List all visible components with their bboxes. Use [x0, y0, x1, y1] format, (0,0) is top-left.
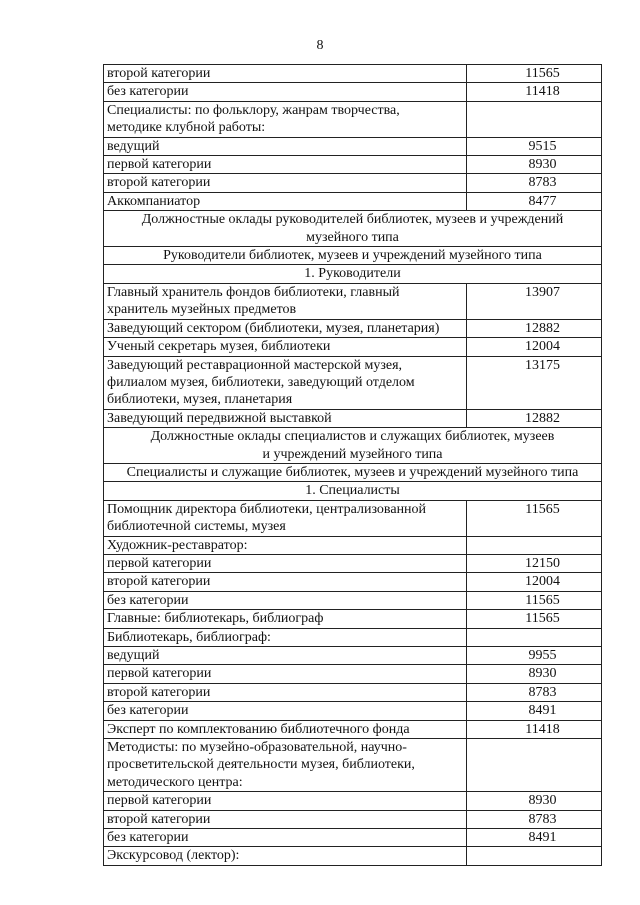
position-name: Экскурсовод (лектор):: [104, 847, 467, 864]
salary-value: 12882: [467, 410, 602, 427]
position-name: Помощник директора библиотеки, централизованной библиотечной системы, музея: [104, 501, 467, 536]
position-name: без категории: [104, 83, 467, 100]
salary-value: 8930: [467, 792, 602, 809]
salary-table: [103, 64, 602, 866]
table-row: [104, 320, 602, 338]
table-row: [104, 501, 602, 537]
table-row: [104, 102, 602, 138]
section-heading-row: [104, 428, 602, 464]
table-row: [104, 665, 602, 683]
table-row: [104, 684, 602, 702]
table-row: [104, 284, 602, 320]
salary-value: 8783: [467, 174, 602, 191]
salary-value: [467, 537, 602, 554]
section-heading: 1. Специалисты: [104, 482, 602, 499]
salary-value: 11565: [467, 65, 602, 82]
salary-value: 8491: [467, 702, 602, 719]
table-row: [104, 739, 602, 792]
table-row: [104, 156, 602, 174]
table-row: [104, 721, 602, 739]
position-name: без категории: [104, 829, 467, 846]
position-name: Специалисты: по фольклору, жанрам творчества, методике клубной работы:: [104, 102, 467, 137]
salary-value: 13907: [467, 284, 602, 319]
table-row: [104, 792, 602, 810]
position-name: второй категории: [104, 573, 467, 590]
section-heading-row: [104, 464, 602, 482]
section-heading-row: [104, 265, 602, 283]
page-number: 8: [316, 38, 324, 53]
table-row: [104, 610, 602, 628]
table-row: [104, 573, 602, 591]
table-row: [104, 702, 602, 720]
position-name: Главные: библиотекарь, библиограф: [104, 610, 467, 627]
salary-value: 8477: [467, 193, 602, 210]
table-row: [104, 193, 602, 211]
section-heading: 1. Руководители: [104, 265, 602, 282]
salary-value: 9515: [467, 138, 602, 155]
salary-value: 12882: [467, 320, 602, 337]
position-name: Эксперт по комплектованию библиотечного фонда: [104, 721, 467, 738]
section-heading: Должностные оклады специалистов и служащих библиотек, музеев и учреждений музейного типа: [104, 428, 602, 463]
salary-value: 11565: [467, 610, 602, 627]
position-name: Ученый секретарь музея, библиотеки: [104, 338, 467, 355]
position-name: Заведующий сектором (библиотеки, музея, планетария): [104, 320, 467, 337]
position-name: Заведующий передвижной выставкой: [104, 410, 467, 427]
position-name: Главный хранитель фондов библиотеки, главный хранитель музейных предметов: [104, 284, 467, 319]
position-name: Библиотекарь, библиограф:: [104, 629, 467, 646]
position-name: второй категории: [104, 684, 467, 701]
salary-value: 12150: [467, 555, 602, 572]
position-name: второй категории: [104, 174, 467, 191]
position-name: без категории: [104, 702, 467, 719]
salary-value: 8930: [467, 156, 602, 173]
position-name: первой категории: [104, 792, 467, 809]
salary-value: 12004: [467, 573, 602, 590]
table-row: [104, 592, 602, 610]
table-row: [104, 357, 602, 410]
table-row: [104, 647, 602, 665]
section-heading: Специалисты и служащие библиотек, музеев и учреждений музейного типа: [104, 464, 602, 481]
position-name: первой категории: [104, 156, 467, 173]
salary-value: [467, 847, 602, 864]
position-name: первой категории: [104, 665, 467, 682]
salary-value: [467, 102, 602, 137]
position-name: второй категории: [104, 65, 467, 82]
table-row: [104, 410, 602, 428]
table-row: [104, 847, 602, 865]
table-row: [104, 138, 602, 156]
section-heading: Руководители библиотек, музеев и учреждений музейного типа: [104, 247, 602, 264]
position-name: Аккомпаниатор: [104, 193, 467, 210]
table-row: [104, 811, 602, 829]
position-name: Заведующий реставрационной мастерской музея, филиалом музея, библиотеки, заведующий отделом библиотеки, музея, планетария: [104, 357, 467, 409]
table-row: [104, 537, 602, 555]
salary-value: 12004: [467, 338, 602, 355]
salary-value: 13175: [467, 357, 602, 409]
position-name: Художник-реставратор:: [104, 537, 467, 554]
table-row: [104, 829, 602, 847]
salary-value: 11565: [467, 501, 602, 536]
table-row: [104, 629, 602, 647]
section-heading-row: [104, 482, 602, 500]
section-heading-row: [104, 247, 602, 265]
table-row: [104, 555, 602, 573]
table-row: [104, 65, 602, 83]
salary-value: [467, 629, 602, 646]
position-name: без категории: [104, 592, 467, 609]
position-name: первой категории: [104, 555, 467, 572]
salary-value: 8783: [467, 684, 602, 701]
salary-value: 8783: [467, 811, 602, 828]
position-name: второй категории: [104, 811, 467, 828]
section-heading-row: [104, 211, 602, 247]
position-name: Методисты: по музейно-образовательной, научно- просветительской деятельности музея, библиотеки, методического центра:: [104, 739, 467, 791]
table-row: [104, 338, 602, 356]
position-name: ведущий: [104, 647, 467, 664]
salary-value: 9955: [467, 647, 602, 664]
salary-value: 11418: [467, 83, 602, 100]
salary-value: 11565: [467, 592, 602, 609]
salary-value: [467, 739, 602, 791]
table-row: [104, 174, 602, 192]
position-name: ведущий: [104, 138, 467, 155]
table-row: [104, 83, 602, 101]
salary-value: 11418: [467, 721, 602, 738]
salary-value: 8930: [467, 665, 602, 682]
section-heading: Должностные оклады руководителей библиотек, музеев и учреждений музейного типа: [104, 211, 602, 246]
salary-value: 8491: [467, 829, 602, 846]
